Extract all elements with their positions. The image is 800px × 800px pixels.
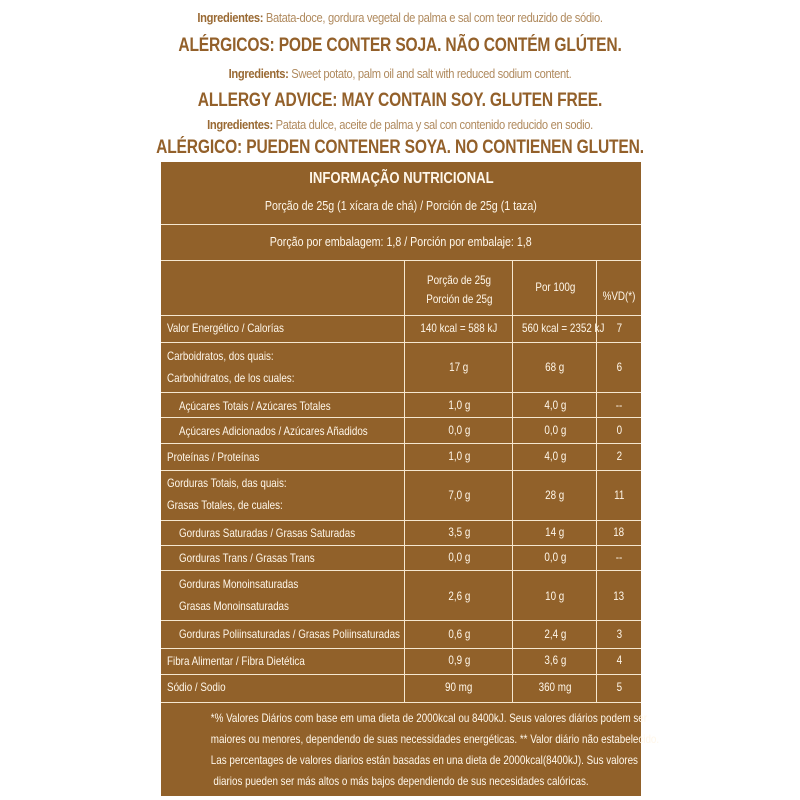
row-poly-portion: 0,6 g	[448, 627, 470, 641]
row-sodium-vd: 5	[616, 680, 622, 694]
ingredients-es	[0, 117, 800, 132]
row-energy-100g: 560 kcal = 2352 kJ	[522, 321, 605, 335]
ingredients-pt	[0, 10, 800, 25]
row-poly-name: Gorduras Poliinsaturadas / Grasas Poliinsaturadas	[179, 627, 400, 641]
row-carbs-portion: 17 g	[449, 360, 469, 374]
ingredients-label: Ingredientes:	[207, 117, 273, 132]
footnote-line: diarios pueden ser más altos o más bajos dependiendo de sus necesidades calóricas.	[213, 774, 589, 788]
table-title: INFORMAÇÃO NUTRICIONAL	[308, 170, 494, 187]
footnote-line: maiores ou menores, dependendo de suas necessidades energéticas. ** Valor diário não estabelecido.	[210, 732, 660, 746]
divider	[161, 648, 641, 649]
divider	[161, 417, 641, 418]
divider	[161, 520, 641, 521]
row-trans-portion: 0,0 g	[448, 550, 470, 564]
row-added-sugars-portion: 0,0 g	[448, 423, 470, 437]
row-carbs-name: Carboidratos, dos quais: Carbohidratos, de los cuales:	[167, 349, 295, 385]
divider	[161, 342, 641, 343]
divider	[161, 443, 641, 444]
row-proteins-name: Proteínas / Proteínas	[167, 450, 260, 464]
row-saturated-100g: 14 g	[545, 525, 565, 539]
servings-per-package: Porção por embalagem: 1,8 / Porción por embalaje: 1,8	[270, 234, 532, 249]
divider	[161, 620, 641, 621]
allergy-text: ALÉRGICO: PUEDEN CONTENER SOYA. NO CONTIENEN GLUTEN.	[156, 137, 644, 158]
header-vd: %VD(*)	[602, 289, 636, 303]
divider	[161, 260, 641, 261]
row-trans-100g: 0,0 g	[544, 550, 566, 564]
divider	[161, 545, 641, 546]
row-fiber-100g: 3,6 g	[544, 653, 566, 667]
divider	[161, 470, 641, 471]
ingredients-text: Sweet potato, palm oil and salt with reduced sodium content.	[291, 66, 572, 81]
divider	[161, 224, 641, 225]
row-sodium-100g: 360 mg	[538, 680, 572, 694]
row-mono-100g: 10 g	[545, 589, 565, 603]
row-trans-name: Gorduras Trans / Grasas Trans	[179, 551, 315, 565]
row-sodium-name: Sódio / Sodio	[167, 680, 226, 694]
ingredients-text: Patata dulce, aceite de palma y sal con contenido reducido en sodio.	[275, 117, 593, 132]
nutrition-table	[161, 162, 660, 796]
row-added-sugars-vd: 0	[616, 423, 622, 437]
divider	[161, 392, 641, 393]
ingredients-label: Ingredients:	[228, 66, 289, 81]
allergy-en	[0, 90, 800, 112]
row-saturated-portion: 3,5 g	[448, 525, 470, 539]
row-added-sugars-name: Açúcares Adicionados / Azúcares Añadidos	[179, 424, 368, 438]
allergy-text: ALÉRGICOS: PODE CONTER SOJA. NÃO CONTÉM GLÚTEN.	[178, 35, 622, 56]
row-energy-vd: 7	[616, 321, 622, 335]
row-total-fats-name: Gorduras Totais, das quais: Grasas Totales, de cuales:	[167, 476, 287, 512]
row-proteins-portion: 1,0 g	[448, 449, 470, 463]
allergy-es	[0, 137, 800, 159]
ingredients-en	[0, 66, 800, 81]
divider	[161, 570, 641, 571]
allergy-text: ALLERGY ADVICE: MAY CONTAIN SOY. GLUTEN FREE.	[197, 90, 603, 111]
row-total-fats-100g: 28 g	[545, 488, 565, 502]
row-energy-name: Valor Energético / Calorías	[167, 321, 284, 335]
row-mono-vd: 13	[613, 589, 625, 603]
header-portion: Porção de 25g Porción de 25g	[425, 273, 493, 306]
row-total-fats-portion: 7,0 g	[448, 488, 470, 502]
row-poly-vd: 3	[616, 627, 622, 641]
footnote-line: Las percentages de valores diarios están basadas en una dieta de 2000kcal(8400kJ). Sus valores	[210, 753, 638, 767]
row-carbs-100g: 68 g	[545, 360, 565, 374]
serving-size: Porção de 25g (1 xícara de chá) / Porción de 25g (1 taza)	[264, 198, 537, 213]
row-proteins-100g: 4,0 g	[544, 449, 566, 463]
row-carbs-vd: 6	[616, 360, 622, 374]
row-mono-portion: 2,6 g	[448, 589, 470, 603]
row-saturated-vd: 18	[613, 525, 625, 539]
row-total-fats-vd: 11	[613, 488, 625, 502]
row-total-sugars-name: Açúcares Totais / Azúcares Totales	[179, 399, 331, 413]
row-trans-vd: --	[615, 550, 623, 564]
ingredients-text: Batata-doce, gordura vegetal de palma e sal com teor reduzido de sódio.	[265, 10, 603, 25]
divider	[161, 702, 641, 703]
ingredients-label: Ingredientes:	[197, 10, 264, 25]
divider	[161, 315, 641, 316]
footnote	[169, 708, 660, 792]
row-total-sugars-portion: 1,0 g	[448, 398, 470, 412]
row-poly-100g: 2,4 g	[544, 627, 566, 641]
header-per-100g: Por 100g	[535, 280, 575, 294]
row-fiber-portion: 0,9 g	[448, 653, 470, 667]
row-fiber-vd: 4	[616, 653, 622, 667]
row-total-sugars-100g: 4,0 g	[544, 398, 566, 412]
row-total-sugars-vd: --	[615, 398, 623, 412]
row-proteins-vd: 2	[616, 449, 622, 463]
allergy-pt	[0, 35, 800, 57]
row-mono-name: Gorduras Monoinsaturadas Grasas Monoinsaturadas	[179, 577, 299, 613]
row-fiber-name: Fibra Alimentar / Fibra Dietética	[167, 654, 305, 668]
row-added-sugars-100g: 0,0 g	[544, 423, 566, 437]
footnote-line: *% Valores Diários com base em uma dieta de 2000kcal ou 8400kJ. Seus valores diários podem ser	[210, 711, 648, 725]
row-energy-portion: 140 kcal = 588 kJ	[420, 321, 498, 335]
row-sodium-portion: 90 mg	[445, 680, 473, 694]
row-saturated-name: Gorduras Saturadas / Grasas Saturadas	[179, 526, 356, 540]
divider	[161, 674, 641, 675]
